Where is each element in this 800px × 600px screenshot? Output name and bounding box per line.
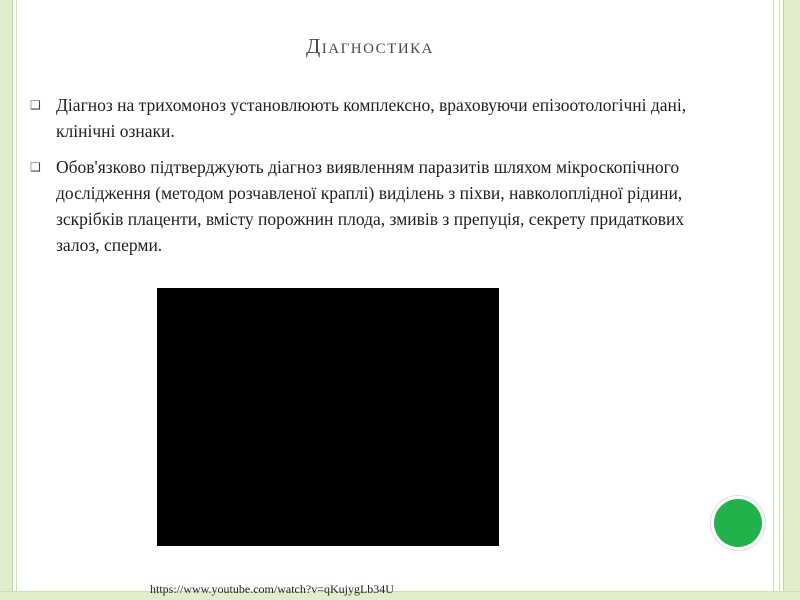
bullet-item <box>30 92 720 144</box>
bullet-text: Обов'язково підтверджують діагноз виявленням паразитів шляхом мікроскопічного дослідження (методом розчавленої краплі) виділень з піхви, навколоплідної рідини, зскрібків плаценти, вмісту порожнин плода, змивів з препуція, секрету придаткових залоз, сперми. <box>56 157 685 255</box>
left-frame-band <box>0 0 13 600</box>
bullet-list <box>30 92 720 268</box>
right-frame-line <box>773 0 774 600</box>
right-frame-band <box>783 0 800 600</box>
source-link[interactable]: https://www.youtube.com/watch?v=qKujygLb34U <box>150 582 394 596</box>
slide-title: Діагностика <box>305 34 434 58</box>
green-circle-icon <box>714 499 762 547</box>
bullet-item <box>30 154 720 258</box>
bottom-frame-band <box>0 591 800 600</box>
right-frame-line <box>779 0 780 600</box>
left-frame-line <box>16 0 17 600</box>
square-bullet-icon: ❑ <box>30 98 41 112</box>
bullet-text: Діагноз на трихомоноз установлюють комплексно, враховуючи епізоотологічні дані, клінічні ознаки. <box>56 95 687 141</box>
embedded-video-player[interactable] <box>157 288 499 546</box>
square-bullet-icon: ❑ <box>30 160 41 174</box>
